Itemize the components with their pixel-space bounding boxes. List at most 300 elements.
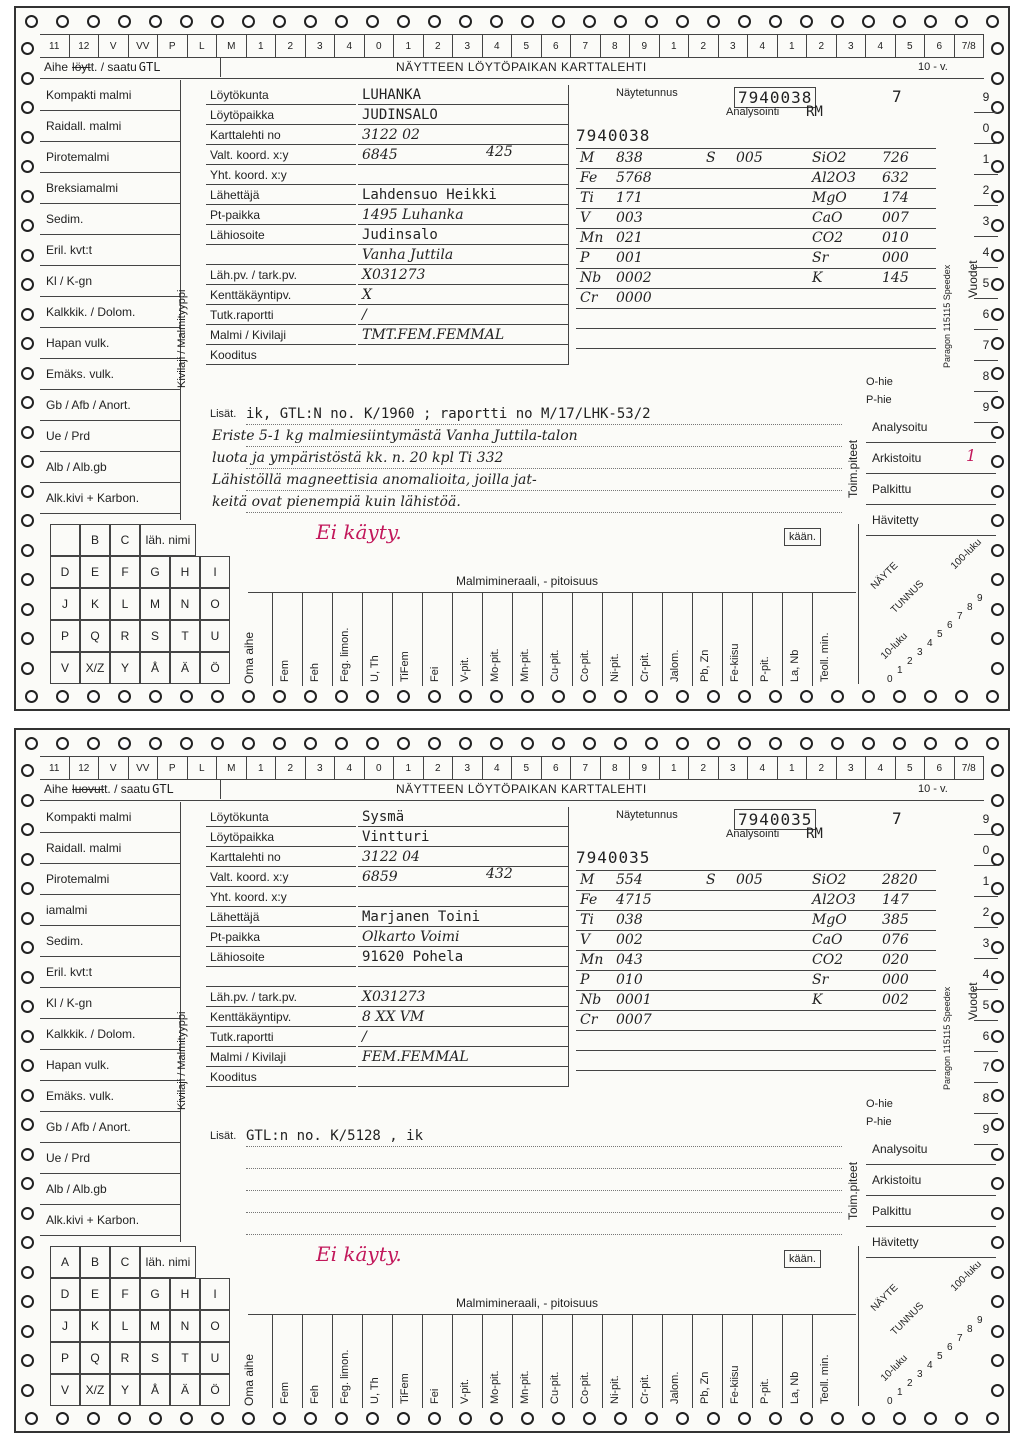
punch-hole [738,690,751,703]
punch-hole [21,1384,34,1397]
letter-cell[interactable]: O [200,588,230,620]
strip-number: 5 [512,35,542,57]
assay-value: 010 [882,230,909,246]
lisat-line: luota ja ympäristöstä kk. n. 20 kpl Ti 332 [212,450,504,466]
rock-type-item[interactable]: Kompakti malmi [40,80,180,111]
letter-cell[interactable]: P [50,1342,80,1374]
letter-cell[interactable]: M [140,588,170,620]
rock-type-item[interactable]: Emäks. vulk. [40,359,180,390]
grid-line [576,870,936,871]
mineral-column[interactable]: Feg. limon. [339,627,351,682]
punch-hole [56,1412,69,1425]
mineral-column[interactable]: Cu-pit. [549,1371,561,1404]
letter-cell[interactable]: G [140,556,170,588]
strip-number: 7 [571,35,601,57]
punch-hole [56,737,69,750]
rock-type-item[interactable]: Ue / Prd [40,421,180,452]
field-value[interactable] [358,1067,568,1087]
letter-cell[interactable]: H [170,556,200,588]
letter-cell[interactable]: V [50,1374,80,1406]
status-checkbox[interactable]: Arkistoitu [866,1165,996,1196]
rock-type-item[interactable]: Pirotemalmi [40,142,180,173]
field-value[interactable] [358,345,568,365]
status-checkbox[interactable]: Analysoitu [866,1134,996,1165]
field-value[interactable]: X031273 [358,265,568,285]
grid-line [576,308,936,309]
mineral-column[interactable]: Fei [429,666,441,682]
letter-cell[interactable]: N [170,1310,200,1342]
column-line [782,1314,783,1408]
column-line [362,1314,363,1408]
letter-cell[interactable]: X/Z [80,1374,110,1406]
rock-type-item[interactable]: iamalmi [40,895,180,926]
grid-line [576,168,936,169]
field-label: Kooditus [206,345,356,365]
analysointi-label: Analysointi [726,828,780,840]
field-value[interactable] [358,887,568,907]
letter-cell[interactable]: J [50,1310,80,1342]
strip-number: 2 [807,757,837,779]
aihe-struck: luovut [72,782,105,796]
tunnus-digit: 4 [927,1360,933,1371]
assay-element: Cr [580,290,598,306]
rock-type-item[interactable]: Hapan vulk. [40,328,180,359]
strip-number: 3 [719,35,749,57]
saatu-value: GTL [152,782,174,796]
letter-cell[interactable]: L [110,1310,140,1342]
punch-hole [21,662,34,675]
mineral-column[interactable]: Fei [429,1388,441,1404]
rock-type-item[interactable]: Ue / Prd [40,1143,180,1174]
strip-number: 6 [542,757,572,779]
mineral-column[interactable]: Fem [279,660,291,682]
punch-hole [986,737,999,750]
rock-type-item[interactable]: Alk.kivi + Karbon. [40,1205,180,1236]
field-value[interactable]: / [358,1027,568,1047]
assay-value: 010 [616,972,643,988]
letter-cell[interactable]: E [80,1278,110,1310]
mineral-column[interactable]: Fe-kiisu [729,643,741,682]
mineral-column[interactable]: Pb, Zn [699,649,711,682]
punch-hole [738,15,751,28]
letter-cell[interactable]: L [110,588,140,620]
status-checkbox[interactable]: Hävitetty [866,1227,996,1258]
strip-number: 7/8 [955,757,985,779]
rock-type-item[interactable]: Raidall. malmi [40,111,180,142]
right-number: 3 [974,206,998,237]
vuodet-label: Vuodet [966,982,980,1020]
strip-number: 8 [601,35,631,57]
status-checkbox[interactable]: Hävitetty [866,505,996,536]
letter-cell[interactable]: Ä [170,652,200,684]
letter-cell[interactable]: Å [140,1374,170,1406]
letter-cell[interactable]: I [200,1278,230,1310]
field-value[interactable] [358,967,568,987]
status-checkbox[interactable]: Analysoitu [866,412,996,443]
field-label: Tutk.raportti [206,1027,356,1047]
strip-number: 5 [896,757,926,779]
mineral-column[interactable]: Co-pit. [579,1371,591,1404]
mineral-column[interactable]: Fe-kiisu [729,1365,741,1404]
assay-value: 0007 [616,1012,652,1028]
tunnus-digit: 9 [977,1315,983,1326]
field-value[interactable]: TMT.FEM.FEMMAL [358,325,568,345]
right-number: 2 [974,897,998,928]
mineral-column[interactable]: V-pit. [459,1378,471,1404]
rock-type-item[interactable]: Sedim. [40,926,180,957]
kivilaji-vertical-label: Kivilaji / Malmityyppi [176,1011,188,1110]
field-label [206,245,356,265]
field-value[interactable]: Olkarto Voimi [358,927,568,947]
status-checkbox[interactable]: Palkittu [866,1196,996,1227]
grid-line [576,228,936,229]
punch-hole [614,737,627,750]
rock-type-item[interactable]: Alb / Alb.gb [40,452,180,483]
field-label: Läh.pv. / tark.pv. [206,987,356,1007]
punch-hole [21,1207,34,1220]
punch-hole [21,853,34,866]
field-value[interactable]: 91620 Pohela [358,947,568,967]
field-value[interactable]: 1495 Luhanka [358,205,568,225]
rock-type-item[interactable]: Kalkkik. / Dolom. [40,297,180,328]
punch-hole [955,15,968,28]
rock-type-item[interactable]: Kalkkik. / Dolom. [40,1019,180,1050]
letter-cell[interactable]: T [170,1342,200,1374]
field-value[interactable]: Sysmä [358,807,568,827]
assay-value: 005 [736,872,763,888]
letter-cell[interactable]: X/Z [80,652,110,684]
strip-number: 11 [40,35,70,57]
rock-type-item[interactable]: Emäks. vulk. [40,1081,180,1112]
letter-cell[interactable]: S [140,1342,170,1374]
rock-type-item[interactable]: Kl / K-gn [40,266,180,297]
mineral-column[interactable]: Feg. limon. [339,1349,351,1404]
punch-hole [552,737,565,750]
mineral-column[interactable]: Ni-pit. [609,653,621,682]
field-label: Yht. koord. x:y [206,165,356,185]
strip-number: 0 [365,757,395,779]
field-label: Kenttäkäyntipv. [206,285,356,305]
letter-cell[interactable]: läh. nimi [140,524,196,556]
punch-hole [21,160,34,173]
mineral-column[interactable]: TiFem [399,651,411,682]
mineral-column[interactable]: La, Nb [789,1371,801,1404]
column-line [422,592,423,686]
punch-hole [87,737,100,750]
right-number: 8 [974,1083,998,1114]
punch-hole [242,737,255,750]
mineral-column[interactable]: Ni-pit. [609,1375,621,1404]
mineral-column[interactable]: Co-pit. [579,649,591,682]
grid-line [576,1010,936,1011]
punch-hole [800,737,813,750]
rock-type-item[interactable]: Eril. kvt:t [40,957,180,988]
field-value[interactable]: Vanha Juttila [358,245,568,265]
field-value[interactable]: 6859 [358,867,568,887]
punch-hole [21,1325,34,1338]
speedex-label: Paragon 115115 Speedex [942,986,952,1090]
letter-cell[interactable]: U [200,620,230,652]
mineral-column[interactable]: Cr-pit. [639,652,651,682]
column-line [512,1314,513,1408]
assay-element: V [580,210,591,226]
field-value[interactable]: X [358,285,568,305]
column-line [812,1314,813,1408]
rock-type-item[interactable]: Sedim. [40,204,180,235]
letter-cell[interactable]: D [50,1278,80,1310]
field-value[interactable]: FEM.FEMMAL [358,1047,568,1067]
letter-cell[interactable]: Y [110,652,140,684]
punch-hole [614,690,627,703]
letter-cell[interactable]: Ö [200,652,230,684]
rock-type-item[interactable]: Gb / Afb / Anort. [40,390,180,421]
letter-cell[interactable]: K [80,588,110,620]
punch-hole [25,1412,38,1425]
grid-line [576,890,936,891]
letter-cell[interactable]: G [140,1278,170,1310]
strip-number: 8 [601,757,631,779]
letter-cell[interactable]: J [50,588,80,620]
rock-type-item[interactable]: Hapan vulk. [40,1050,180,1081]
letter-cell[interactable]: C [110,1246,140,1278]
assay-value: 002 [616,932,643,948]
field-value[interactable]: LUHANKA [358,85,568,105]
grid-line [576,1030,936,1031]
status-checkbox[interactable]: Arkistoitu [866,443,996,474]
punch-hole [180,737,193,750]
punch-hole [242,1412,255,1425]
right-number: 7 [974,330,998,361]
tunnus-digit: 9 [977,593,983,604]
letter-cell[interactable]: Y [110,1374,140,1406]
top-punch-holes [16,8,1008,34]
mineral-column[interactable]: Feh [309,1385,321,1404]
mineral-column[interactable]: Feh [309,663,321,682]
rock-type-item[interactable]: Alb / Alb.gb [40,1174,180,1205]
column-line [422,1314,423,1408]
letter-cell[interactable]: R [110,620,140,652]
field-value[interactable]: Marjanen Toini [358,907,568,927]
assay-value: 4715 [616,892,652,908]
field-label: Lähettäjä [206,185,356,205]
strip-number: 5 [896,35,926,57]
column-line [782,592,783,686]
rock-type-item[interactable]: Alk.kivi + Karbon. [40,483,180,514]
mineral-column[interactable]: V-pit. [459,656,471,682]
letter-cell[interactable]: B [80,524,110,556]
punch-hole [459,737,472,750]
field-value[interactable]: X031273 [358,987,568,1007]
rock-type-item[interactable]: Kompakti malmi [40,802,180,833]
field-value[interactable] [358,165,568,185]
malmimineraali-label: Malmimineraali, - pitoisuus [456,574,599,588]
mineral-column[interactable]: Cr-pit. [639,1374,651,1404]
assay-value: 000 [882,972,909,988]
rock-type-item[interactable]: Breksiamalmi [40,173,180,204]
field-value[interactable]: / [358,305,568,325]
punch-hole [21,794,34,807]
letter-cell[interactable]: läh. nimi [140,1246,196,1278]
letter-cell[interactable]: M [140,1310,170,1342]
letter-cell[interactable]: K [80,1310,110,1342]
letter-cell[interactable]: Ä [170,1374,200,1406]
column-line [482,1314,483,1408]
field-value[interactable]: Lahdensuo Heikki [358,185,568,205]
punch-hole [428,737,441,750]
punch-hole [769,1412,782,1425]
column-line [812,592,813,686]
letter-cell[interactable]: Q [80,620,110,652]
letter-cell[interactable]: D [50,556,80,588]
column-line [272,1314,273,1408]
assay-value: 0000 [616,290,652,306]
punch-hole [242,15,255,28]
grid-line [576,268,936,269]
field-value[interactable]: JUDINSALO [358,105,568,125]
rock-type-item[interactable]: Eril. kvt:t [40,235,180,266]
letter-cell[interactable]: B [80,1246,110,1278]
punch-hole [21,190,34,203]
mineral-column[interactable]: U, Th [369,655,381,682]
column-line [392,592,393,686]
punch-hole [21,882,34,895]
punch-hole [769,15,782,28]
mineral-column[interactable]: TiFem [399,1373,411,1404]
mineral-column[interactable]: La, Nb [789,649,801,682]
letter-cell[interactable]: E [80,556,110,588]
letter-cell[interactable]: S [140,620,170,652]
divider [568,807,569,1087]
letter-cell[interactable]: C [110,524,140,556]
strip-number: 4 [335,757,365,779]
assay-value: 007 [882,210,909,226]
tunnus-digit: 5 [937,629,943,640]
mineral-column[interactable]: Fem [279,1382,291,1404]
punch-hole [986,15,999,28]
right-number: 5 [974,268,998,299]
punch-hole [831,690,844,703]
mineral-column[interactable]: Mo-pit. [489,648,501,682]
kivilaji-vertical-label: Kivilaji / Malmityyppi [176,289,188,388]
letter-cell[interactable]: U [200,1342,230,1374]
field-value[interactable]: 6845 [358,145,568,165]
mineral-column[interactable]: Mn-pit. [519,648,531,682]
letter-cell[interactable]: T [170,620,200,652]
field-value[interactable]: Judinsalo [358,225,568,245]
mineral-column[interactable]: Pb, Zn [699,1371,711,1404]
punch-hole [645,690,658,703]
letter-cell[interactable]: Ö [200,1374,230,1406]
letter-cell[interactable]: H [170,1278,200,1310]
column-line [332,1314,333,1408]
mineral-column[interactable]: Teoll. min. [819,1354,831,1404]
punch-hole [21,764,34,777]
lisat-line: GTL:n no. K/5128 , ik [246,1128,424,1144]
column-line [362,592,363,686]
lisat-line: Eriste 5-1 kg malmiesiintymästä Vanha Juttila-talon [212,428,578,444]
field-value[interactable]: 8 XX VM [358,1007,568,1027]
mineral-column[interactable]: Jalom. [669,1371,681,1404]
mineral-column[interactable]: Mo-pit. [489,1370,501,1404]
mineral-column[interactable]: Jalom. [669,649,681,682]
strip-number: 3 [837,757,867,779]
punch-hole [273,737,286,750]
strip-number: 9 [630,35,660,57]
punch-hole [21,308,34,321]
letter-cell[interactable]: N [170,588,200,620]
assay-value: 385 [882,912,909,928]
column-line [602,1314,603,1408]
letter-cell[interactable]: V [50,652,80,684]
assay-element: Al2O3 [812,892,856,908]
mineral-column[interactable]: P-pit. [759,1378,771,1404]
grid-line [576,188,936,189]
sample-code: 7940035 [576,848,651,867]
rock-type-item[interactable]: Kl / K-gn [40,988,180,1019]
field-value[interactable]: 3122 02 [358,125,568,145]
assay-element: Ti [580,190,594,206]
letter-cell[interactable]: A [50,1246,80,1278]
letter-cell[interactable]: P [50,620,80,652]
punch-hole [614,1412,627,1425]
punch-hole [924,737,937,750]
status-checkbox[interactable]: Palkittu [866,474,996,505]
rock-type-item[interactable]: Gb / Afb / Anort. [40,1112,180,1143]
tunnus-digit: 3 [917,647,923,658]
punch-hole [521,1412,534,1425]
mineral-column[interactable]: Cu-pit. [549,649,561,682]
tunnus-label: 10-luku [879,1352,910,1384]
letter-cell[interactable]: O [200,1310,230,1342]
mineral-column[interactable]: U, Th [369,1377,381,1404]
field-value[interactable]: 3122 04 [358,847,568,867]
punch-hole [25,690,38,703]
punch-hole [21,485,34,498]
punch-hole [21,1354,34,1367]
mineral-column[interactable]: Teoll. min. [819,632,831,682]
letter-cell[interactable] [50,524,80,556]
rock-type-item[interactable]: Raidall. malmi [40,833,180,864]
field-label: Löytöpaikka [206,827,356,847]
letter-cell[interactable]: Q [80,1342,110,1374]
strip-number: 3 [453,35,483,57]
letter-cell[interactable]: R [110,1342,140,1374]
letter-cell[interactable]: I [200,556,230,588]
assay-element: P [580,250,590,266]
right-number: 4 [974,959,998,990]
rock-type-item[interactable]: Pirotemalmi [40,864,180,895]
koord-y-value: 432 [486,866,513,882]
letter-cell[interactable]: F [110,1278,140,1310]
assay-value: 002 [882,992,909,1008]
letter-cell[interactable]: F [110,556,140,588]
punch-hole [25,737,38,750]
punch-hole [924,15,937,28]
vuodet-label: Vuodet [966,260,980,298]
punch-hole [304,737,317,750]
column-line [452,1314,453,1408]
punch-hole [831,737,844,750]
mineral-column[interactable]: Mn-pit. [519,1370,531,1404]
mineral-column[interactable]: P-pit. [759,656,771,682]
aihe-row [40,779,221,799]
letter-cell[interactable]: Å [140,652,170,684]
field-value[interactable]: Vintturi [358,827,568,847]
punch-hole [56,690,69,703]
punch-hole [304,15,317,28]
punch-hole [21,249,34,262]
strip-number: 7/8 [955,35,985,57]
